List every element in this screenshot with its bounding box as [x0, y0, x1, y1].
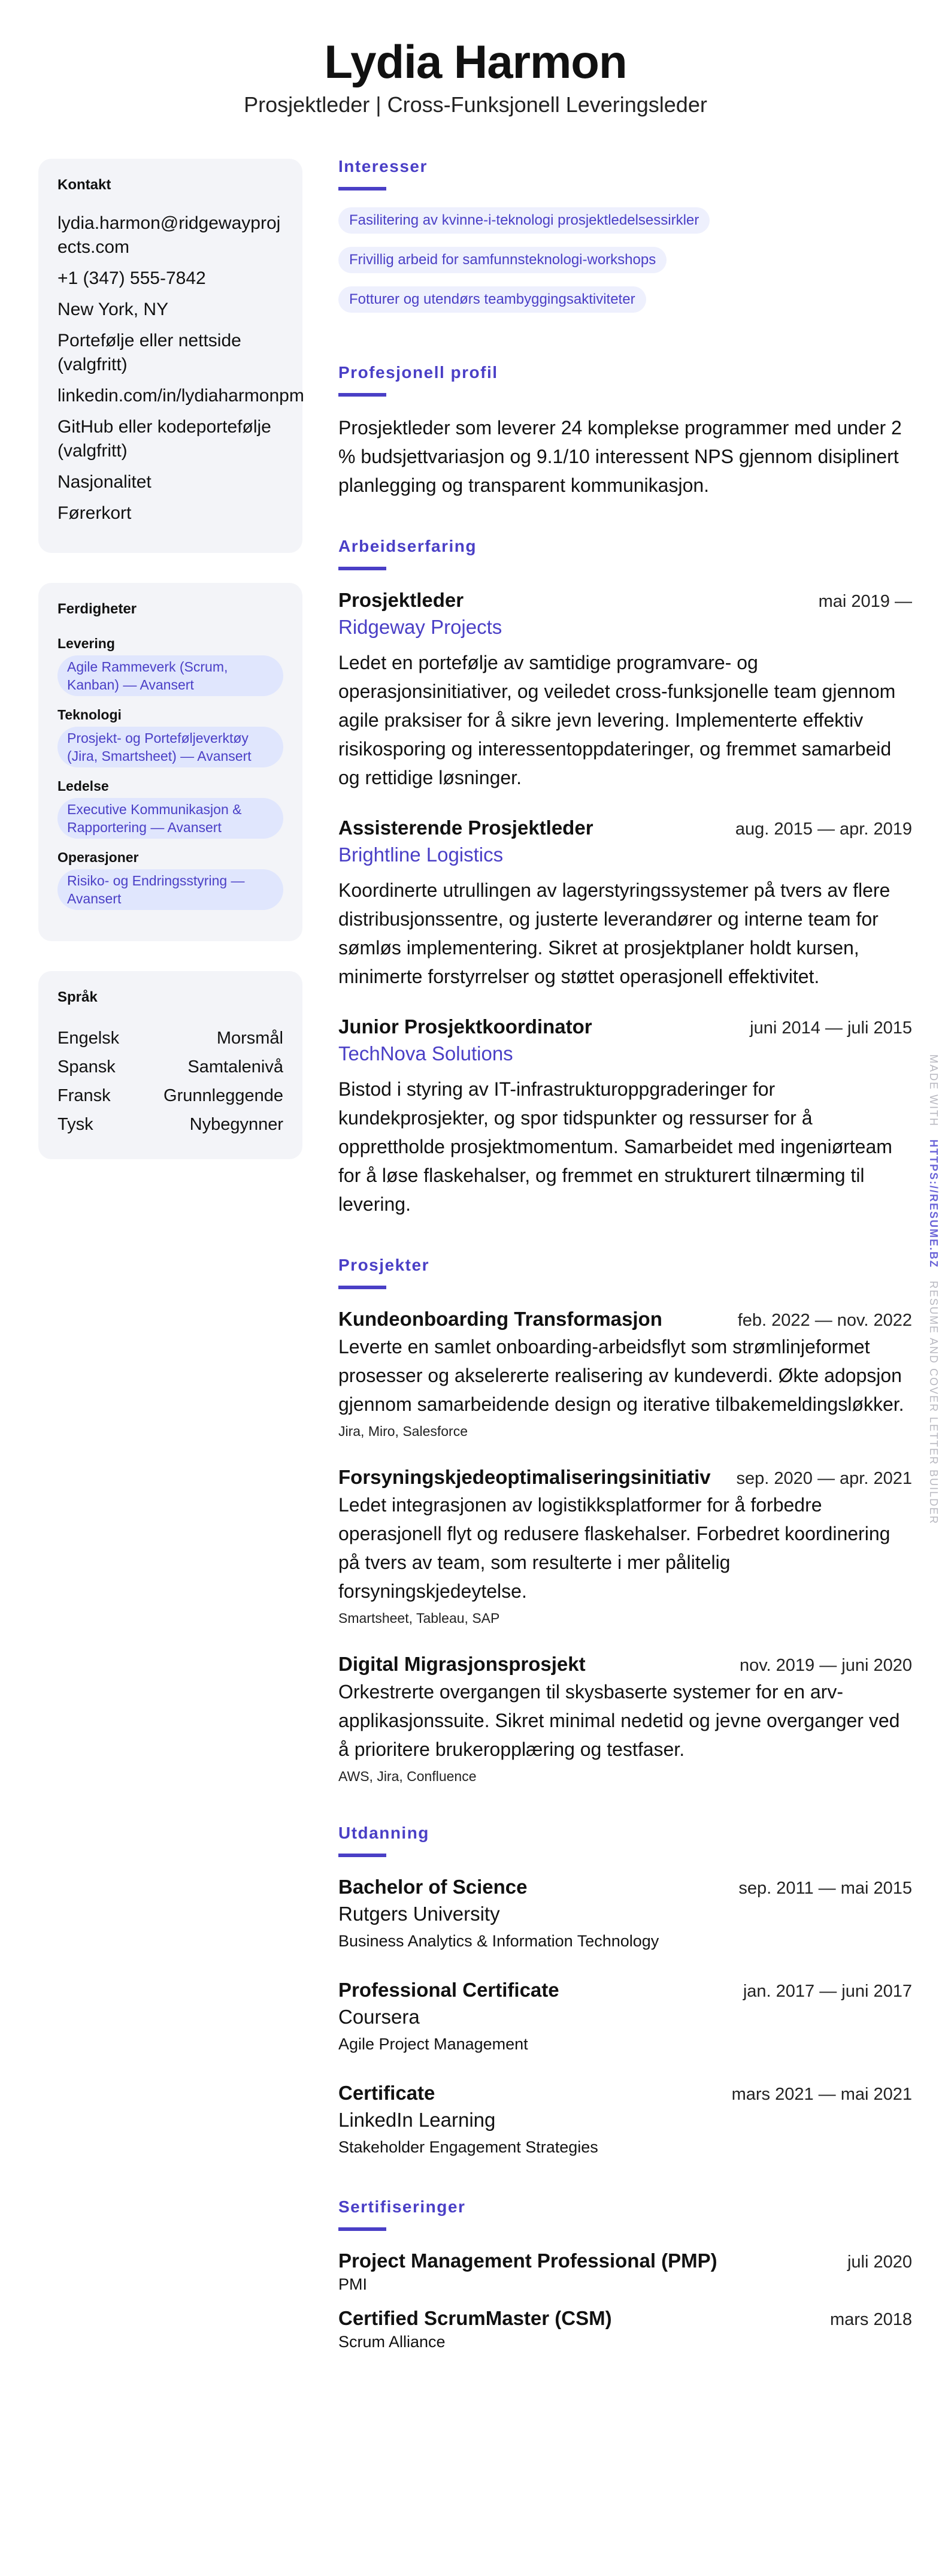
heading-underline	[338, 393, 386, 397]
job-title: Junior Prosjektkoordinator	[338, 1015, 592, 1038]
skills-card	[38, 583, 302, 941]
watermark-suffix: RESUME AND COVER LETTER BUILDER	[928, 1281, 940, 1525]
project-title: Digital Migrasjonsprosjekt	[338, 1653, 586, 1675]
project-title: Forsyningskjedeoptimaliseringsinitiativ	[338, 1466, 711, 1488]
school: Rutgers University	[338, 1903, 500, 1925]
heading-underline	[338, 2227, 386, 2231]
job-title: Assisterende Prosjektleder	[338, 817, 593, 839]
watermark	[927, 1054, 940, 1525]
job-description: Bistod i styring av IT-infrastrukturoppgraderinger for kundekprosjekter, og spor tidspunkter og ressurser for å opprettholde prosjektmomentum. Samarbeidet med ingeniørteam for å løse flaskehalser, og fremmet en strukturert tilnærming til levering.	[338, 1078, 892, 1215]
project-item	[338, 1464, 912, 1628]
project-tags: Jira, Miro, Salesforce	[338, 1423, 468, 1439]
language-name: Tysk	[57, 1115, 93, 1134]
project-description: Leverte en samlet onboarding-arbeidsflyt som strømlinjeformet prosesser og akselererte realisering av kundeverdi. Økte adopsjon gjennom samarbeidende design og iterative tilbakemeldingsløkker.	[338, 1336, 904, 1415]
interest-chip: Fasilitering av kvinne-i-teknologi prosjektledelsessirkler	[338, 207, 710, 234]
field: Stakeholder Engagement Strategies	[338, 2138, 598, 2156]
education-section	[338, 1824, 912, 2160]
contact-phone: +1 (347) 555-7842	[57, 268, 206, 288]
profile-heading: Profesjonell profil	[338, 363, 498, 382]
projects-heading: Prosjekter	[338, 1256, 429, 1274]
language-row	[57, 1024, 283, 1053]
job-company: Ridgeway Projects	[338, 616, 502, 638]
profile-section	[338, 363, 912, 500]
heading-underline	[338, 567, 386, 570]
interests-section	[338, 157, 912, 326]
education-date: sep. 2011 — mai 2015	[738, 1879, 912, 1898]
education-heading: Utdanning	[338, 1824, 429, 1842]
heading-underline	[338, 1286, 386, 1289]
education-date: jan. 2017 — juni 2017	[743, 1982, 912, 2001]
language-level: Morsmål	[216, 1029, 283, 1048]
interest-chip: Frivillig arbeid for samfunnsteknologi-workshops	[338, 247, 667, 273]
language-level: Grunnleggende	[163, 1086, 283, 1105]
interest-chip: Fotturer og utendørs teambyggingsaktiviteter	[338, 286, 646, 313]
certification-issuer: Scrum Alliance	[338, 2333, 446, 2351]
job-description: Koordinerte utrullingen av lagerstyringssystemer på tvers av flere distribusjonssentre, og justerte leverandører og interne team for sømløs implementering. Sikret at prosjektplaner holdt kursen, minimerte forstyrrelser og støttet operasjonell effektivitet.	[338, 879, 891, 987]
project-item	[338, 1651, 912, 1786]
education-item	[338, 1977, 912, 2057]
certification-issuer: PMI	[338, 2275, 368, 2293]
experience-item	[338, 815, 912, 991]
project-description: Ledet integrasjonen av logistikksplatformer for å forbedre operasjonell flyt og redusere flaskehalser. Forbedret koordinering på tvers av team, som resulterte i mer pålitelig forsyningskjedeytelse.	[338, 1494, 891, 1602]
education-item	[338, 2080, 912, 2160]
language-row	[57, 1110, 283, 1139]
heading-underline	[338, 1854, 386, 1857]
project-item	[338, 1306, 912, 1441]
skill-category: Ledelse	[57, 778, 109, 794]
contact-card	[38, 159, 302, 553]
candidate-title: Prosjektleder | Cross-Funksjonell Leveringsleder	[244, 92, 707, 117]
skill-category: Operasjoner	[57, 849, 139, 865]
projects-section	[338, 1256, 912, 1786]
language-row	[57, 1053, 283, 1081]
contact-github: GitHub eller kodeportefølje (valgfritt)	[57, 417, 271, 461]
degree: Certificate	[338, 2082, 435, 2104]
language-level: Samtalenivå	[187, 1057, 283, 1077]
field: Agile Project Management	[338, 2035, 528, 2053]
job-date: mai 2019 —	[818, 592, 912, 611]
watermark-link[interactable]: HTTPS://RESUME.BZ	[928, 1139, 940, 1269]
contact-portfolio: Portefølje eller nettside (valgfritt)	[57, 331, 241, 374]
skill-category: Levering	[57, 636, 115, 651]
school: Coursera	[338, 2006, 420, 2028]
language-name: Spansk	[57, 1057, 116, 1077]
contact-license: Førerkort	[57, 503, 132, 523]
language-level: Nybegynner	[189, 1115, 283, 1134]
certifications-section	[338, 2197, 912, 2352]
certification-item	[338, 2248, 912, 2294]
certification-date: juli 2020	[847, 2253, 912, 2272]
heading-underline	[338, 187, 386, 191]
language-row	[57, 1081, 283, 1110]
education-date: mars 2021 — mai 2021	[731, 2085, 912, 2104]
project-date: feb. 2022 — nov. 2022	[737, 1311, 912, 1330]
sidebar	[38, 159, 302, 1189]
language-name: Fransk	[57, 1086, 111, 1105]
certification-date: mars 2018	[829, 2310, 912, 2329]
skill-chip: Prosjekt- og Porteføljeverktøy (Jira, Smartsheet) — Avansert	[57, 727, 283, 767]
main-column	[338, 157, 912, 2389]
project-description: Orkestrerte overgangen til skysbaserte systemer for en arv-applikasjonssuite. Sikret minimal nedetid og jevne overganger ved å prioritere brukeropplæring og testfaser.	[338, 1681, 900, 1760]
skill-category: Teknologi	[57, 707, 122, 722]
degree: Professional Certificate	[338, 1979, 559, 2001]
languages-card	[38, 971, 302, 1159]
contact-heading: Kontakt	[57, 177, 111, 193]
contact-nationality: Nasjonalitet	[57, 472, 152, 492]
project-title: Kundeonboarding Transformasjon	[338, 1308, 662, 1330]
project-date: sep. 2020 — apr. 2021	[736, 1469, 912, 1488]
certification-item	[338, 2305, 912, 2352]
certification-name: Certified ScrumMaster (CSM)	[338, 2307, 612, 2329]
experience-heading: Arbeidserfaring	[338, 537, 477, 555]
skills-heading: Ferdigheter	[57, 601, 137, 617]
job-date: aug. 2015 — apr. 2019	[735, 820, 912, 839]
watermark-prefix: MADE WITH	[928, 1054, 940, 1127]
job-company: Brightline Logistics	[338, 843, 504, 866]
experience-item	[338, 587, 912, 792]
contact-linkedin[interactable]: linkedin.com/in/lydiaharmonpm	[57, 386, 304, 406]
candidate-name: Lydia Harmon	[324, 35, 627, 88]
degree: Bachelor of Science	[338, 1876, 528, 1898]
skill-chip: Agile Rammeverk (Scrum, Kanban) — Avansert	[57, 655, 283, 696]
job-description: Ledet en portefølje av samtidige programvare- og operasjonsinitiativer, og veiledet cross-funksjonelle team gjennom agile praksiser for å sikre jevn levering. Implementerte effektiv risikosporing og interessentoppdateringer, og fremmet samarbeid og rettidige løsninger.	[338, 652, 896, 788]
languages-heading: Språk	[57, 989, 98, 1005]
project-tags: Smartsheet, Tableau, SAP	[338, 1610, 500, 1626]
field: Business Analytics & Information Technology	[338, 1932, 659, 1950]
resume-header	[0, 0, 951, 117]
skill-chip: Executive Kommunikasjon & Rapportering — Avansert	[57, 798, 283, 839]
certifications-heading: Sertifiseringer	[338, 2197, 466, 2216]
experience-section	[338, 537, 912, 1219]
skill-chip: Risiko- og Endringsstyring — Avansert	[57, 869, 283, 910]
interests-heading: Interesser	[338, 157, 428, 176]
experience-item	[338, 1014, 912, 1219]
language-name: Engelsk	[57, 1029, 120, 1048]
school: LinkedIn Learning	[338, 2109, 496, 2131]
profile-text: Prosjektleder som leverer 24 komplekse programmer med under 2 % budsjettvariasjon og 9.1/10 interessent NPS gjennom disiplinert planlegging og transparent kommunikasjon.	[338, 417, 902, 496]
project-date: nov. 2019 — juni 2020	[739, 1656, 912, 1675]
certification-name: Project Management Professional (PMP)	[338, 2250, 717, 2272]
education-item	[338, 1874, 912, 1954]
job-company: TechNova Solutions	[338, 1042, 513, 1065]
job-title: Prosjektleder	[338, 589, 464, 611]
project-tags: AWS, Jira, Confluence	[338, 1768, 477, 1784]
contact-location: New York, NY	[57, 300, 169, 319]
contact-email[interactable]: lydia.harmon@ridgewayprojects.com	[57, 213, 281, 257]
job-date: juni 2014 — juli 2015	[750, 1018, 912, 1038]
